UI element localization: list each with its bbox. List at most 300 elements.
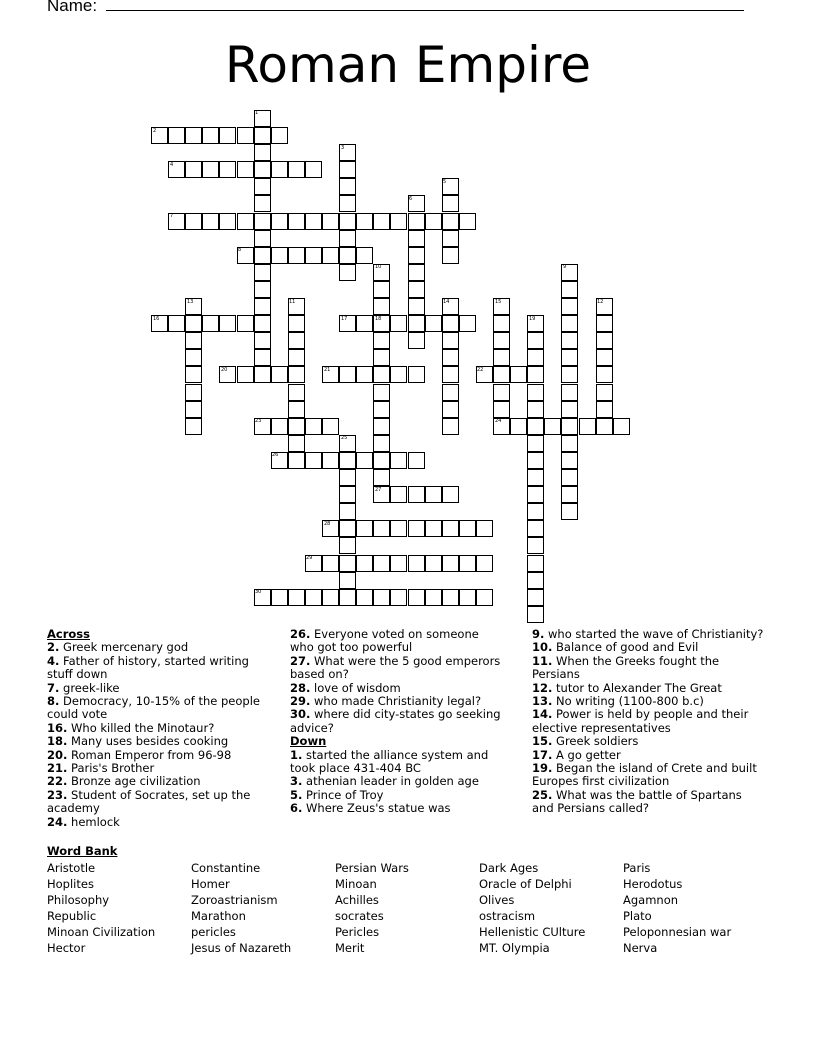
crossword-cell[interactable]: [339, 366, 356, 383]
crossword-cell[interactable]: [561, 418, 578, 435]
crossword-cell[interactable]: [459, 555, 476, 572]
crossword-cell[interactable]: [254, 332, 271, 349]
clue: [290, 775, 505, 788]
word-bank-word: Paris: [623, 861, 651, 875]
clue-number: 20: [221, 367, 228, 373]
crossword-cell[interactable]: [185, 401, 202, 418]
clue-text: Paris's Brother: [67, 761, 155, 776]
crossword-cell[interactable]: [425, 486, 442, 503]
crossword-cell[interactable]: [254, 281, 271, 298]
crossword-cell[interactable]: [527, 503, 544, 520]
crossword-cell[interactable]: [527, 606, 544, 623]
crossword-cell[interactable]: [561, 349, 578, 366]
clue-number: 10: [375, 264, 382, 270]
crossword-cell[interactable]: [527, 537, 544, 554]
crossword-cell[interactable]: [356, 589, 373, 606]
crossword-cell[interactable]: [408, 520, 425, 537]
crossword-cell[interactable]: [425, 555, 442, 572]
crossword-cell[interactable]: [322, 247, 339, 264]
crossword-cell[interactable]: [373, 298, 390, 315]
crossword-cell[interactable]: [527, 366, 544, 383]
clue-text: hemlock: [67, 814, 120, 829]
crossword-cell[interactable]: [408, 230, 425, 247]
crossword-cell[interactable]: [527, 555, 544, 572]
clue-text: Power is held by people and their elective representatives: [532, 707, 749, 735]
crossword-cell[interactable]: [288, 366, 305, 383]
clue-text: where did city-states go seeking advice?: [290, 707, 501, 735]
crossword-cell[interactable]: [339, 195, 356, 212]
crossword-cell[interactable]: [237, 161, 254, 178]
crossword-cell[interactable]: [339, 161, 356, 178]
word-bank-word: Peloponnesian war: [623, 925, 732, 940]
crossword-cell[interactable]: [237, 213, 254, 230]
crossword-cell[interactable]: [254, 230, 271, 247]
crossword-cell[interactable]: [390, 486, 407, 503]
crossword-cell[interactable]: [271, 418, 288, 435]
crossword-cell[interactable]: [254, 247, 271, 264]
crossword-cell[interactable]: [322, 213, 339, 230]
crossword-cell[interactable]: [185, 161, 202, 178]
clue-number: 14: [443, 299, 450, 305]
clue-number-label: 5.: [290, 787, 303, 802]
crossword-cell[interactable]: [356, 213, 373, 230]
word-bank-word: Olives: [479, 893, 515, 908]
crossword-cell[interactable]: [356, 315, 373, 332]
crossword-cell[interactable]: [373, 281, 390, 298]
crossword-cell[interactable]: [373, 452, 390, 469]
crossword-cell[interactable]: [527, 401, 544, 418]
crossword-cell[interactable]: [476, 555, 493, 572]
clue: [290, 655, 505, 682]
crossword-cell[interactable]: [544, 418, 561, 435]
crossword-cell[interactable]: [408, 315, 425, 332]
crossword-cell[interactable]: [373, 401, 390, 418]
clue-number-label: 7.: [47, 680, 60, 695]
crossword-cell[interactable]: [356, 247, 373, 264]
crossword-cell[interactable]: [254, 161, 271, 178]
crossword-cell[interactable]: [356, 520, 373, 537]
crossword-cell[interactable]: [356, 366, 373, 383]
crossword-cell[interactable]: [459, 315, 476, 332]
crossword-cell[interactable]: [527, 349, 544, 366]
clue-number: 13: [187, 299, 194, 305]
crossword-cell[interactable]: [510, 418, 527, 435]
word-bank-word: Aristotle: [47, 861, 96, 875]
crossword-cell[interactable]: [254, 315, 271, 332]
clue: [532, 708, 767, 735]
crossword-cell[interactable]: [373, 366, 390, 383]
crossword-cell[interactable]: [561, 401, 578, 418]
crossword-cell[interactable]: [408, 555, 425, 572]
word-bank-column: [623, 860, 731, 957]
page-title: Roman Empire: [224, 36, 592, 94]
crossword-cell[interactable]: [185, 349, 202, 366]
crossword-cell[interactable]: [442, 401, 459, 418]
clue-number-label: 29.: [290, 694, 311, 709]
crossword-cell[interactable]: [288, 247, 305, 264]
word-bank-word: socrates: [335, 909, 384, 924]
word-bank-word: Pericles: [335, 925, 380, 940]
crossword-cell[interactable]: [254, 195, 271, 212]
crossword-cell[interactable]: [596, 366, 613, 383]
crossword-cell[interactable]: [493, 401, 510, 418]
crossword-cell[interactable]: [185, 315, 202, 332]
clue-text: Democracy, 10-15% of the people could vote: [47, 694, 260, 722]
crossword-cell[interactable]: [408, 332, 425, 349]
crossword-cell[interactable]: [390, 213, 407, 230]
crossword-cell[interactable]: [339, 230, 356, 247]
word-bank-word: Agamnon: [623, 893, 679, 908]
crossword-cell[interactable]: [237, 127, 254, 144]
crossword-cell[interactable]: [254, 349, 271, 366]
crossword-cell[interactable]: [237, 366, 254, 383]
crossword-cell[interactable]: [561, 332, 578, 349]
clue-number: 7: [170, 213, 174, 219]
crossword-cell[interactable]: [254, 366, 271, 383]
crossword-cell[interactable]: [493, 349, 510, 366]
clue-number: 4: [170, 162, 174, 168]
crossword-cell[interactable]: [339, 178, 356, 195]
crossword-cell[interactable]: [373, 384, 390, 401]
crossword-cell[interactable]: [288, 332, 305, 349]
crossword-cell[interactable]: [185, 213, 202, 230]
crossword-cell[interactable]: [442, 213, 459, 230]
clue-number-label: 11.: [532, 653, 553, 668]
crossword-cell[interactable]: [442, 366, 459, 383]
crossword-cell[interactable]: [373, 332, 390, 349]
clue-number: 25: [341, 435, 348, 441]
crossword-cell[interactable]: [527, 469, 544, 486]
crossword-cell[interactable]: [168, 127, 185, 144]
clue-text: A go getter: [552, 747, 621, 762]
crossword-cell[interactable]: [339, 572, 356, 589]
clue: [47, 655, 262, 682]
clue: [47, 682, 262, 695]
crossword-cell[interactable]: [390, 589, 407, 606]
crossword-cell[interactable]: [339, 537, 356, 554]
crossword-cell[interactable]: [408, 298, 425, 315]
crossword-cell[interactable]: [527, 589, 544, 606]
crossword-cell[interactable]: [510, 366, 527, 383]
clue-number: 15: [495, 299, 502, 305]
crossword-cell[interactable]: [527, 452, 544, 469]
crossword-cell[interactable]: [596, 349, 613, 366]
clue: [47, 695, 262, 722]
word-bank-word: Plato: [623, 909, 652, 924]
crossword-cell[interactable]: [408, 589, 425, 606]
crossword-cell[interactable]: [373, 520, 390, 537]
crossword-cell[interactable]: [305, 418, 322, 435]
crossword-cell[interactable]: [493, 384, 510, 401]
crossword-cell[interactable]: [493, 366, 510, 383]
crossword-cell[interactable]: [185, 332, 202, 349]
crossword-cell[interactable]: [185, 384, 202, 401]
clue-text: Balance of good and Evil: [552, 640, 699, 655]
clue-text: Greek soldiers: [552, 734, 639, 749]
crossword-cell[interactable]: [288, 315, 305, 332]
crossword-cell[interactable]: [561, 384, 578, 401]
crossword-cell[interactable]: [561, 315, 578, 332]
crossword-cell[interactable]: [442, 195, 459, 212]
word-bank-word: Hellenistic CUlture: [479, 925, 586, 940]
word-bank-word: Homer: [191, 877, 230, 892]
crossword-cell[interactable]: [408, 264, 425, 281]
crossword-cell[interactable]: [219, 161, 236, 178]
crossword-cell[interactable]: [219, 127, 236, 144]
crossword-cell[interactable]: [527, 384, 544, 401]
crossword-cell[interactable]: [373, 589, 390, 606]
crossword-cell[interactable]: [339, 520, 356, 537]
crossword-cell[interactable]: [561, 486, 578, 503]
word-bank-word: Minoan Civilization: [47, 925, 156, 940]
crossword-cell[interactable]: [613, 418, 630, 435]
crossword-cell[interactable]: [493, 315, 510, 332]
crossword-cell[interactable]: [373, 555, 390, 572]
word-bank-word: Dark Ages: [479, 861, 539, 875]
across-header: Across: [47, 627, 90, 641]
crossword-cell[interactable]: [476, 589, 493, 606]
clue: [532, 749, 767, 762]
clue-number: 6: [409, 196, 413, 202]
clue-text: tutor to Alexander The Great: [552, 680, 722, 695]
clue-text: Prince of Troy: [302, 787, 384, 802]
crossword-cell[interactable]: [408, 213, 425, 230]
clue-number-label: 23.: [47, 787, 68, 802]
crossword-cell[interactable]: [288, 401, 305, 418]
crossword-cell[interactable]: [356, 452, 373, 469]
crossword-cell[interactable]: [254, 213, 271, 230]
crossword-cell[interactable]: [322, 418, 339, 435]
crossword-cell[interactable]: [527, 572, 544, 589]
crossword-cell[interactable]: [561, 435, 578, 452]
clue-number: 26: [272, 452, 279, 458]
crossword-cell[interactable]: [527, 418, 544, 435]
crossword-cell[interactable]: [442, 520, 459, 537]
clue-number-label: 8.: [47, 694, 60, 709]
crossword-cell[interactable]: [579, 418, 596, 435]
crossword-cell[interactable]: [254, 264, 271, 281]
crossword-cell[interactable]: [596, 384, 613, 401]
clue-text: started the alliance system and took place 431-404 BC: [290, 747, 489, 776]
crossword-cell[interactable]: [459, 589, 476, 606]
crossword-cell[interactable]: [425, 520, 442, 537]
crossword-cell[interactable]: [339, 589, 356, 606]
crossword-cell[interactable]: [390, 366, 407, 383]
crossword-cell[interactable]: [168, 315, 185, 332]
word-bank-word: Philosophy: [47, 893, 110, 908]
crossword-cell[interactable]: [442, 486, 459, 503]
crossword-cell[interactable]: [442, 418, 459, 435]
crossword-cell[interactable]: [442, 589, 459, 606]
clue: [532, 641, 767, 654]
crossword-cell[interactable]: [527, 520, 544, 537]
crossword-cell[interactable]: [322, 555, 339, 572]
crossword-cell[interactable]: [305, 213, 322, 230]
crossword-cell[interactable]: [390, 520, 407, 537]
crossword-cell[interactable]: [288, 435, 305, 452]
crossword-cell[interactable]: [442, 349, 459, 366]
clue: [47, 722, 262, 735]
clue: [532, 628, 767, 641]
crossword-cell[interactable]: [339, 247, 356, 264]
crossword-cell[interactable]: [288, 213, 305, 230]
crossword-cell[interactable]: [527, 435, 544, 452]
clue-number-label: 15.: [532, 734, 553, 749]
crossword-cell[interactable]: [202, 315, 219, 332]
crossword-cell[interactable]: [339, 486, 356, 503]
clue-number: 28: [324, 521, 331, 527]
clue-text: Where Zeus's statue was: [302, 801, 451, 816]
crossword-cell[interactable]: [271, 366, 288, 383]
crossword-cell[interactable]: [390, 555, 407, 572]
crossword-cell[interactable]: [408, 366, 425, 383]
crossword-cell[interactable]: [373, 349, 390, 366]
crossword-cell[interactable]: [561, 281, 578, 298]
crossword-cell[interactable]: [288, 384, 305, 401]
crossword-cell[interactable]: [202, 127, 219, 144]
crossword-cell[interactable]: [561, 366, 578, 383]
clue-text: Began the island of Crete and built Europes first civilization: [532, 761, 757, 789]
crossword-cell[interactable]: [561, 469, 578, 486]
crossword-cell[interactable]: [527, 332, 544, 349]
crossword-cell[interactable]: [254, 298, 271, 315]
crossword-cell[interactable]: [339, 264, 356, 281]
word-bank-word: Herodotus: [623, 877, 683, 892]
crossword-cell[interactable]: [219, 213, 236, 230]
crossword-cell[interactable]: [425, 213, 442, 230]
clue-number-label: 10.: [532, 640, 553, 655]
crossword-cell[interactable]: [459, 213, 476, 230]
clue-number: 9: [563, 264, 567, 270]
clue-text: Roman Emperor from 96-98: [67, 747, 232, 762]
crossword-cell[interactable]: [408, 281, 425, 298]
word-bank-column: [479, 860, 585, 957]
crossword-cell[interactable]: [596, 332, 613, 349]
crossword-cell[interactable]: [271, 247, 288, 264]
crossword-cell[interactable]: [322, 452, 339, 469]
crossword-cell[interactable]: [271, 127, 288, 144]
crossword-cell[interactable]: [288, 452, 305, 469]
crossword-cell[interactable]: [237, 315, 254, 332]
crossword-cell[interactable]: [271, 589, 288, 606]
crossword-cell[interactable]: [373, 469, 390, 486]
crossword-cell[interactable]: [442, 384, 459, 401]
crossword-cell[interactable]: [442, 315, 459, 332]
crossword-cell[interactable]: [254, 178, 271, 195]
crossword-cell[interactable]: [202, 161, 219, 178]
crossword-cell[interactable]: [339, 469, 356, 486]
crossword-cell[interactable]: [288, 349, 305, 366]
crossword-cell[interactable]: [408, 452, 425, 469]
crossword-cell[interactable]: [476, 520, 493, 537]
crossword-cell[interactable]: [373, 213, 390, 230]
clue: [47, 735, 262, 748]
crossword-cell[interactable]: [561, 452, 578, 469]
crossword-cell[interactable]: [185, 366, 202, 383]
crossword-cell[interactable]: [442, 247, 459, 264]
crossword-cell[interactable]: [373, 435, 390, 452]
clue-text: Greek mercenary god: [59, 640, 189, 655]
crossword-cell[interactable]: [561, 503, 578, 520]
crossword-cell[interactable]: [339, 503, 356, 520]
crossword-cell[interactable]: [408, 486, 425, 503]
crossword-cell[interactable]: [185, 418, 202, 435]
crossword-cell[interactable]: [390, 452, 407, 469]
clue-text: athenian leader in golden age: [302, 774, 479, 789]
word-bank-column: [47, 860, 155, 957]
clue-number-label: 14.: [532, 707, 553, 722]
clue: [532, 682, 767, 695]
crossword-cell[interactable]: [271, 161, 288, 178]
crossword-cell[interactable]: [425, 315, 442, 332]
crossword-cell[interactable]: [288, 589, 305, 606]
crossword-cell[interactable]: [305, 452, 322, 469]
clue: [47, 762, 262, 775]
crossword-cell[interactable]: [185, 127, 202, 144]
clue-number: 22: [477, 367, 484, 373]
clue: [290, 749, 505, 776]
clue-number-label: 28.: [290, 680, 311, 695]
crossword-cell[interactable]: [442, 230, 459, 247]
crossword-cell[interactable]: [305, 247, 322, 264]
crossword-cell[interactable]: [408, 247, 425, 264]
crossword-cell[interactable]: [339, 213, 356, 230]
clue-text: Everyone voted on someone who got too powerful: [290, 627, 479, 655]
crossword-cell[interactable]: [356, 555, 373, 572]
crossword-cell[interactable]: [305, 589, 322, 606]
crossword-cell[interactable]: [202, 213, 219, 230]
clue: [47, 775, 262, 788]
clue-number-label: 3.: [290, 774, 303, 789]
crossword-cell[interactable]: [288, 161, 305, 178]
crossword-cell[interactable]: [339, 555, 356, 572]
clue-number: 19: [529, 316, 536, 322]
crossword-cell[interactable]: [373, 418, 390, 435]
crossword-cell[interactable]: [271, 213, 288, 230]
crossword-cell[interactable]: [390, 315, 407, 332]
crossword-cell[interactable]: [596, 401, 613, 418]
clue: [47, 749, 262, 762]
crossword-cell[interactable]: [322, 589, 339, 606]
word-bank-word: MT. Olympia: [479, 941, 550, 956]
crossword-cell[interactable]: [459, 520, 476, 537]
crossword-cell[interactable]: [442, 332, 459, 349]
crossword-cell[interactable]: [339, 452, 356, 469]
crossword-cell[interactable]: [561, 298, 578, 315]
crossword-cell[interactable]: [254, 127, 271, 144]
crossword-cell[interactable]: [527, 486, 544, 503]
word-bank-word: Merit: [335, 941, 365, 956]
clue-number: 16: [153, 316, 160, 322]
crossword-cell[interactable]: [254, 144, 271, 161]
crossword-cell[interactable]: [288, 418, 305, 435]
crossword-cell[interactable]: [596, 315, 613, 332]
clue-text: Many uses besides cooking: [67, 734, 229, 749]
clue-number-label: 26.: [290, 627, 311, 641]
clue-text: What were the 5 good emperors based on?: [290, 653, 501, 682]
crossword-cell[interactable]: [442, 555, 459, 572]
crossword-cell[interactable]: [425, 589, 442, 606]
clue: [290, 682, 505, 695]
crossword-cell[interactable]: [596, 418, 613, 435]
name-blank[interactable]: [106, 0, 744, 11]
clue: [532, 655, 767, 682]
clue-number-label: 20.: [47, 747, 68, 762]
crossword-cell[interactable]: [305, 161, 322, 178]
crossword-cell[interactable]: [493, 332, 510, 349]
crossword-cell[interactable]: [219, 315, 236, 332]
clue-number-label: 22.: [47, 774, 68, 789]
